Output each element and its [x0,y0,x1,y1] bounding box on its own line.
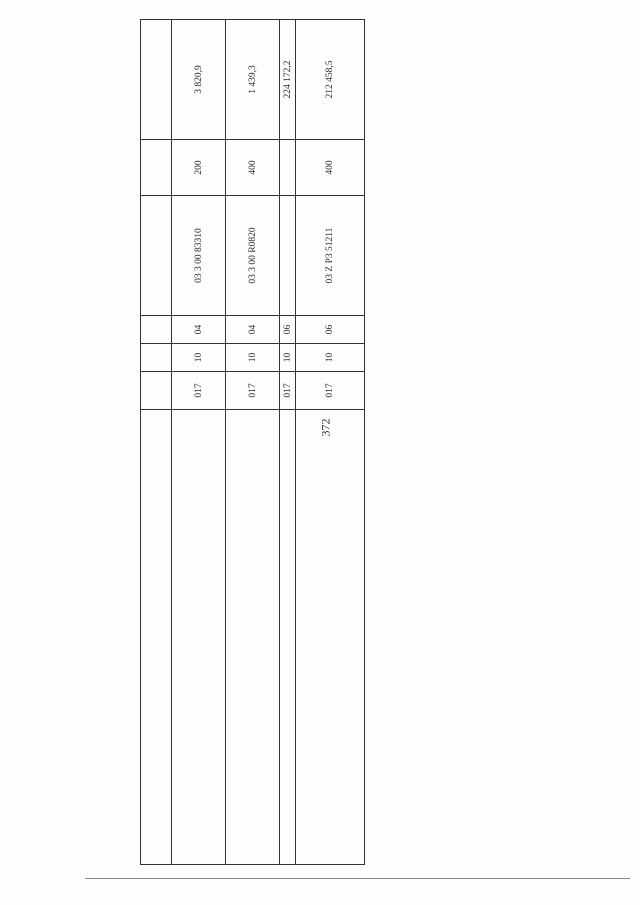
header-vr-group [141,140,172,196]
row-csr: 03 Z P3 51211 [296,196,365,316]
row-rz: 10 [172,344,226,372]
row-name [226,410,280,865]
row-pr: 04 [226,316,280,344]
row-grbs: 017 [172,372,226,410]
header-csr [141,196,172,316]
row-vr [280,140,296,196]
row-rz: 10 [296,344,365,372]
row-grbs: 017 [296,372,365,410]
budget-table [140,19,365,865]
row-csr [280,196,296,316]
table-row [172,20,226,865]
page-edge-line [85,878,630,879]
row-pr: 04 [172,316,226,344]
row-amount: 224 172,2 [280,20,296,140]
row-vr: 400 [296,140,365,196]
header-pr [141,316,172,344]
row-csr: 03 3 00 R0820 [226,196,280,316]
row-vr: 200 [172,140,226,196]
page-number: 372 [318,418,333,437]
table-row [226,20,280,865]
row-pr: 06 [280,316,296,344]
row-amount: 1 439,3 [226,20,280,140]
row-grbs: 017 [226,372,280,410]
table-header-row [141,20,172,865]
rotated-table-wrapper [140,20,365,865]
table-row [280,20,296,865]
row-rz: 10 [226,344,280,372]
row-name [280,410,296,865]
header-year-2023 [141,20,172,140]
row-amount: 212 458,5 [296,20,365,140]
row-name [172,410,226,865]
table-row [296,20,365,865]
row-name [296,410,365,865]
header-rz [141,344,172,372]
row-rz: 10 [280,344,296,372]
header-name [141,410,172,865]
row-pr: 06 [296,316,365,344]
header-grbs [141,372,172,410]
row-grbs: 017 [280,372,296,410]
row-csr: 03 3 00 83310 [172,196,226,316]
row-amount: 3 820,9 [172,20,226,140]
row-vr: 400 [226,140,280,196]
